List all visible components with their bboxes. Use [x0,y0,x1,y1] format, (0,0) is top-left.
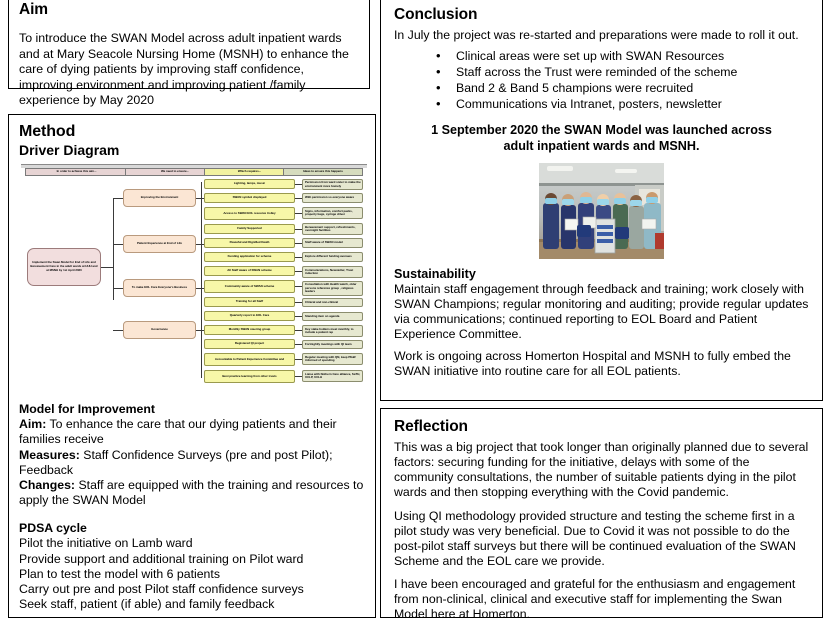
primary-driver-3: To make EOL Care Everyone's Business [123,279,196,297]
secondary-driver-7: All Staff aware of SWAN scheme [204,266,295,276]
mfi-measures-text: Staff Confidence Surveys (pre and post Pilot); Feedback [19,447,333,477]
primary-driver-2: Patient Experience at End of Life [123,235,196,253]
conclusion-intro: In July the project was re-started and preparations were made to roll it out. [394,28,799,42]
mfi-measures-label: Measures: [19,447,80,462]
connector-pd-1 [113,198,123,199]
reflection-paragraph-3: I have been encouraged and grateful for the enthusiasm and engagement from non-clinical, clinical and executive staff for implementing the Swan Model here at Homerton. [394,577,796,622]
change-idea-14: Liaise with Nothern Care alliance, SaTH, UCLP, UCLH [302,370,363,382]
list-item: • Staff across the Trust were reminded of the scheme [394,65,809,81]
mfi-heading: Model for Improvement [19,402,155,416]
connector-pd-2 [113,244,123,245]
connector-sd-spine [201,182,202,378]
change-idea-1: Permission from ward sister to make the environment more homely [302,179,363,190]
change-idea-10: Standing item on agenda [302,312,363,321]
change-idea-6: Explore different funding avenues [302,252,363,262]
secondary-driver-2: SWAN symbol displayed [204,193,295,203]
change-idea-11: Key stake holders meet monthly, to include a patient rep [302,325,363,337]
list-item: • Clinical areas were set up with SWAN Resources [394,49,809,65]
mfi-aim-label: Aim: [19,417,47,432]
secondary-driver-8: Community aware of SWAN scheme [204,280,295,293]
primary-driver-4: Governance [123,321,196,339]
diagram-column-header-4: Ideas to ensure this happens [283,168,363,176]
connector-pd3-sd [196,288,204,289]
mfi-changes-text: Staff are equipped with the training and resources to apply the SWAN Model [19,477,364,508]
reflection-paragraph-1: This was a big project that took longer than originally planned due to several factors: securing funding for the initiative, delays with some of the community consultations, the number of suitable patients dying in the pilot wards and then stopping everything with the Covid pandemic. [394,440,809,500]
connector-aim-spine [113,198,114,300]
change-idea-9: Clinical and non-clinical [302,298,363,307]
reflection-heading: Reflection [394,418,468,435]
diagram-column-header-1: In order to achieve this aim... [25,168,128,176]
connector-pd-4 [113,330,123,331]
mfi-changes-line [19,478,365,508]
mfi-changes-label: Changes: [19,477,76,492]
secondary-driver-1: Lighting, lamps, music [204,179,295,189]
pdsa-heading: PDSA cycle [19,521,87,536]
pdsa-step-3: Plan to test the model with 6 patients [19,566,220,581]
reflection-panel [380,408,823,622]
secondary-driver-3: Access to SWAN EOL resource trolley [204,207,295,220]
sustainability-paragraph-1: Maintain staff engagement through feedback and training; work closely with SWAN Champions; regular monitoring and auditing; provide regular updates via communications; continued reporting to EOL Board and Patient Experience Committee. [394,281,809,342]
list-item: • Band 2 & Band 5 champions were recruited [394,81,809,97]
launch-photo [539,163,664,259]
secondary-driver-5: Peaceful and Dignified Death [204,238,295,248]
diagram-column-header-2: We need to ensure... [125,168,225,176]
change-idea-3: Signs, information, comfort packs, property bags, syringe driver [302,207,363,219]
method-panel [8,114,376,618]
secondary-driver-13: Accountable to Patient Experience Committee and [204,353,295,366]
change-idea-8: Consultation with Health watch, older persons reference group , religious leaders [302,281,363,296]
sustainability-block [394,267,809,380]
driver-diagram [19,164,367,396]
secondary-driver-11: Monthly SWAN steering group [204,325,295,335]
secondary-driver-12: Registered QI project [204,339,295,349]
secondary-driver-9: Training for all Staff [204,297,295,307]
reflection-paragraph-2: Using QI methodology provided structure and testing the scheme first in a pilot study was very beneficial. Due to Covid it was not possible to do the post-pilot staff surveys but there will be continued evaluation of the SWAN Scheme and the EOL care we provide. [394,508,796,568]
connector-pd-3 [113,288,123,289]
method-heading: Method [19,123,76,140]
pdsa-step-2: Provide support and additional training on Pilot ward [19,551,304,566]
diagram-aim-box: Implement the Swan Model for End of Life and Bereavement Care in the adult wards at HUH and at MSNH by 1st April 2020 [27,248,101,286]
primary-driver-1: Improving the Environment [123,189,196,207]
secondary-driver-14: Best practice learning from other trusts [204,370,295,383]
connector-pd4-sd [196,330,204,331]
pdsa-step-5: Seek staff, patient (if able) and family feedback [19,597,275,612]
conclusion-bullet-list [394,49,809,113]
mfi-aim-line [19,417,365,447]
mfi-measures-line [19,448,365,478]
pdsa-cycle [19,521,365,612]
launch-statement: 1 September 2020 the SWAN Model was launched across adult inpatient wards and MSNH. [431,123,772,154]
conclusion-heading: Conclusion [394,6,478,23]
change-idea-5: Staff aware of SWAN model [302,238,363,248]
sustainability-heading: Sustainability [394,266,476,281]
connector-pd1-sd [196,198,204,199]
list-item: • Communications via Intranet, posters, newsletter [394,97,809,113]
pdsa-step-4: Carry out pre and post Pilot staff confidence surveys [19,581,304,596]
mfi-aim-text: To enhance the care that our dying patients and their families receive [19,417,337,447]
secondary-driver-4: Family Supported [204,224,295,234]
change-idea-4: Bereavement support, refreshments, overnight facilities [302,223,363,235]
aim-heading: Aim [19,1,48,18]
secondary-driver-6: Funding application for scheme [204,252,295,262]
sustainability-paragraph-2: Work is ongoing across Homerton Hospital and MSNH to fully embed the SWAN initiative into routine care for all EOL patients. [394,349,791,379]
secondary-driver-10: Quarterly report to EOL Care [204,311,295,321]
driver-diagram-heading: Driver Diagram [19,142,120,158]
change-idea-12: Fortnightly meetings with QI team [302,340,363,349]
connector-pd2-sd [196,244,204,245]
model-for-improvement [19,402,365,508]
change-idea-2: With permission so everyone aware [302,193,363,203]
change-idea-13: Regular meeting with QN, keep PE&F informed of spending [302,353,363,365]
aim-panel [8,0,370,108]
pdsa-step-1: Pilot the initiative on Lamb ward [19,536,193,551]
conclusion-panel [380,0,823,401]
change-idea-7: Communications, Newsletter, Trust induction [302,266,363,278]
diagram-column-header-3: Which requires... [204,168,295,176]
launch-photo-wrap [394,163,809,259]
connector-aim [101,267,113,268]
aim-text: To introduce the SWAN Model across adult inpatient wards and at Mary Seacole Nursing Home (MSNH) to enhance the care of dying patients by improving staff confidence, improving environment and improving patient /family experience by May 2020 [19,31,349,108]
